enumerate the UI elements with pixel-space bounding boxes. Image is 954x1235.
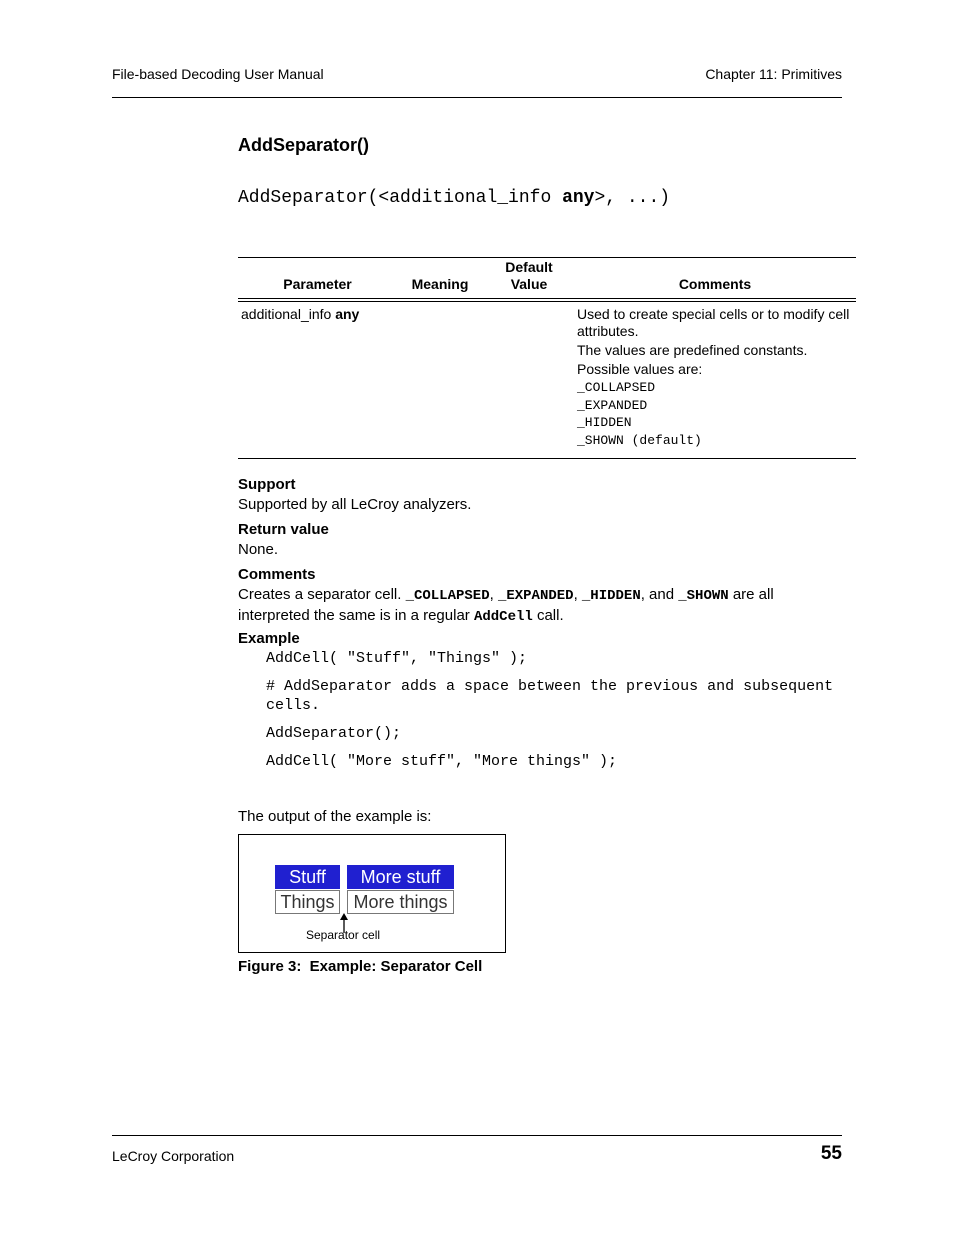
page-number: 55 xyxy=(820,1143,842,1164)
table-bottom-rule xyxy=(238,458,856,459)
comments-span: call. xyxy=(532,607,564,624)
comments-span: Creates a separator cell. xyxy=(238,586,406,603)
comments-span: , xyxy=(489,586,498,603)
cell-more-things: More things xyxy=(347,890,454,914)
example-heading: Example xyxy=(238,630,300,647)
th-default-2: Value xyxy=(510,276,548,292)
comments-span: are all xyxy=(728,586,774,603)
th-meaning: Meaning xyxy=(411,276,469,292)
value-collapsed: _COLLAPSED xyxy=(577,380,656,395)
output-intro: The output of the example is: xyxy=(238,808,432,825)
example-line-2: # AddSeparator adds a space between the previous and subsequent xyxy=(266,678,834,695)
value-expanded: _EXPANDED xyxy=(577,397,648,413)
comments-span: , xyxy=(573,586,582,603)
cell-things: Things xyxy=(275,890,340,914)
signature-bold: any xyxy=(562,188,595,208)
table-header-rule-1 xyxy=(238,298,856,299)
cell-stuff: Stuff xyxy=(275,865,340,889)
cell-more-stuff: More stuff xyxy=(347,865,454,889)
value-hidden: _HIDDEN xyxy=(577,415,632,430)
comments-span: interpreted the same is in a regular xyxy=(238,607,474,624)
param-name-text: additional_info xyxy=(241,306,336,322)
comment-line: The values are predefined constants. xyxy=(577,342,808,358)
signature-post: >, ...) xyxy=(594,188,671,208)
footer-company: LeCroy Corporation xyxy=(112,1148,235,1164)
comments-line-2 xyxy=(238,606,838,627)
code-hidden: _HIDDEN xyxy=(581,588,641,604)
comment-line: attributes. xyxy=(577,323,639,339)
return-value-heading: Return value xyxy=(238,521,329,538)
signature-pre: AddSeparator(<additional_info xyxy=(238,188,563,208)
th-parameter: Parameter xyxy=(283,276,352,292)
example-line-4: AddSeparator(); xyxy=(266,725,402,742)
value-shown: _SHOWN (default) xyxy=(577,432,702,448)
code-shown: _SHOWN xyxy=(678,588,729,604)
example-line-5: AddCell( "More stuff", "More things" ); xyxy=(266,753,618,770)
example-line-3: cells. xyxy=(266,697,321,714)
separator-annotation: Separator cell xyxy=(306,928,381,942)
comments-span: , and xyxy=(640,586,679,603)
comments-heading: Comments xyxy=(238,566,316,583)
header-manual-title: File-based Decoding User Manual xyxy=(112,66,324,82)
table-top-rule xyxy=(238,257,856,258)
code-collapsed: _COLLAPSED xyxy=(405,588,490,604)
example-line-1: AddCell( "Stuff", "Things" ); xyxy=(266,650,528,667)
code-addcell: AddCell xyxy=(473,609,533,625)
footer-rule xyxy=(112,1135,842,1136)
comments-cell xyxy=(577,306,857,449)
return-value-text: None. xyxy=(238,541,279,558)
header-rule xyxy=(112,97,842,98)
code-expanded: _EXPANDED xyxy=(497,588,574,604)
comment-line: Used to create special cells or to modify cell xyxy=(577,306,850,322)
support-heading: Support xyxy=(238,476,296,493)
figure-caption: Figure 3: Example: Separator Cell xyxy=(238,958,483,975)
comments-line-1 xyxy=(238,585,838,606)
function-signature xyxy=(238,188,670,208)
comment-line: Possible values are: xyxy=(577,361,703,377)
param-type: any xyxy=(335,306,360,322)
th-default-1: Default xyxy=(505,259,553,275)
param-name xyxy=(241,306,359,323)
page-title: AddSeparator() xyxy=(238,135,370,155)
comments-text xyxy=(238,585,838,627)
support-text: Supported by all LeCroy analyzers. xyxy=(238,496,472,513)
header-chapter: Chapter 11: Primitives xyxy=(705,66,842,82)
th-comments: Comments xyxy=(678,276,752,292)
table-header-rule-2 xyxy=(238,301,856,302)
